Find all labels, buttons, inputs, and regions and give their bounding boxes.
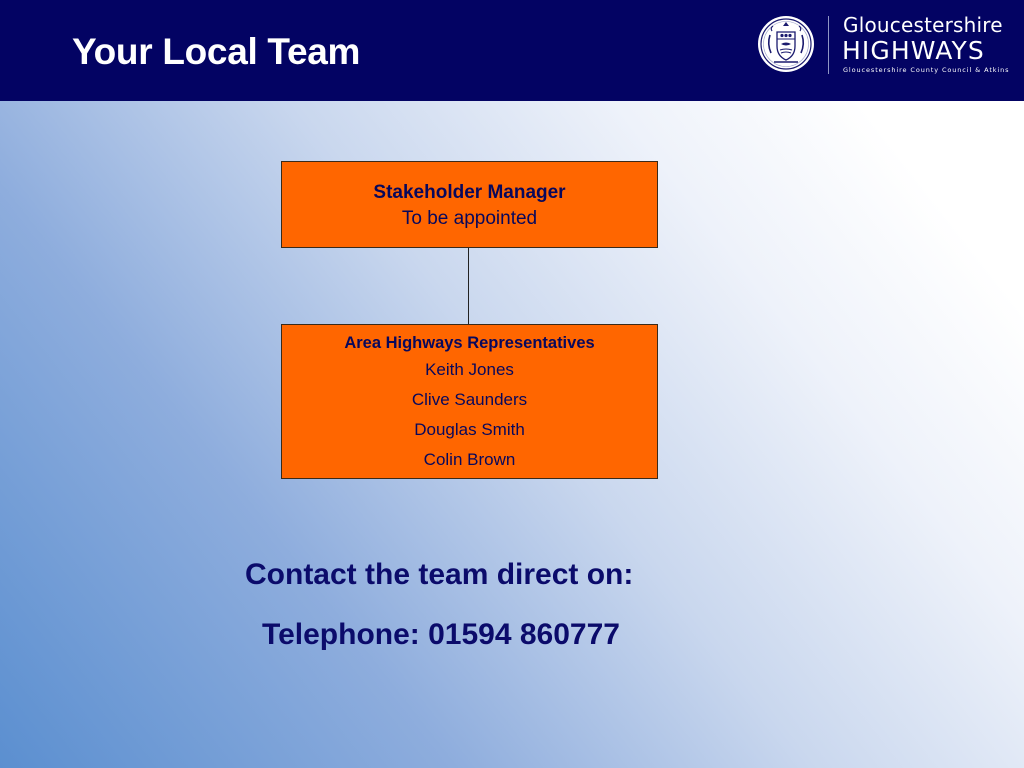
contact-heading: Contact the team direct on: xyxy=(245,558,634,591)
manager-name: To be appointed xyxy=(401,208,538,229)
area-representatives-box xyxy=(281,324,658,479)
logo-tagline: Gloucestershire County Council & Atkins xyxy=(843,66,1010,74)
representative-name: Colin Brown xyxy=(423,450,516,469)
header-bar xyxy=(0,0,1024,101)
logo-brand: HIGHWAYS xyxy=(842,36,985,65)
county-council-crest-icon xyxy=(757,15,815,73)
logo-divider xyxy=(828,16,829,74)
representative-name: Keith Jones xyxy=(425,360,514,379)
representative-name: Douglas Smith xyxy=(414,420,525,439)
representatives-list xyxy=(282,355,657,475)
page-title: Your Local Team xyxy=(72,31,361,72)
telephone-number[interactable]: Telephone: 01594 860777 xyxy=(262,618,620,651)
logo-name: Gloucestershire xyxy=(843,13,1003,37)
manager-role: Stakeholder Manager xyxy=(373,182,566,203)
representative-name: Clive Saunders xyxy=(411,390,528,409)
stakeholder-manager-box xyxy=(281,161,658,248)
org-chart-connector xyxy=(468,248,469,324)
representatives-role: Area Highways Representatives xyxy=(344,334,595,352)
